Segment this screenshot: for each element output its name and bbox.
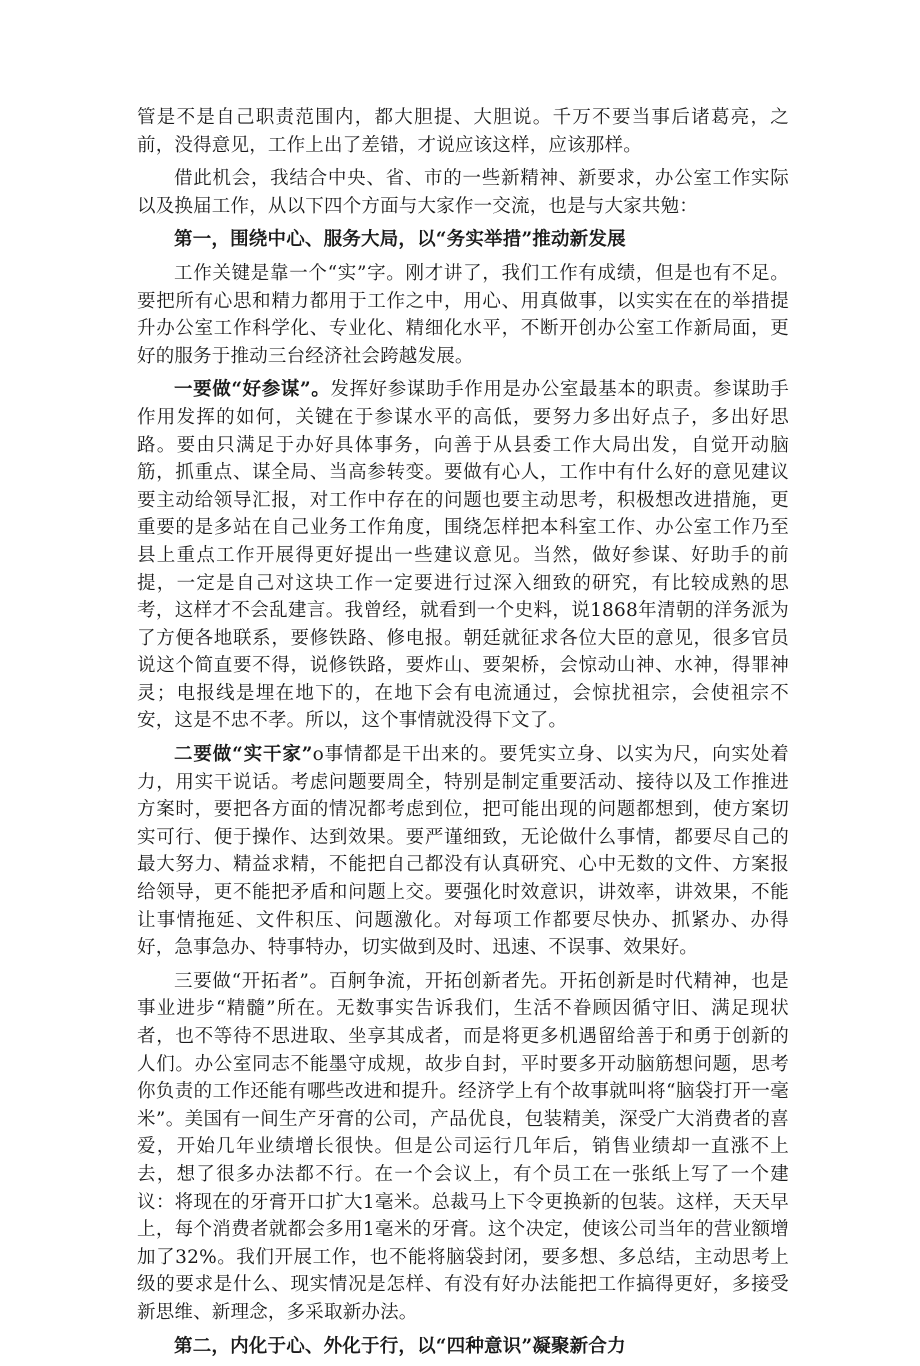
paragraph-continuation: 管是不是自己职责范围内，都大胆提、大胆说。千万不要当事后诸葛亮，之前，没得意见，工作上出了差错，才说应该这样，应该那样。 [137, 107, 789, 156]
paragraph-lead: 二要做“实干家” [174, 744, 313, 766]
paragraph-practical: 工作关键是靠一个“实”字。刚才讲了，我们工作有成绩，但是也有不足。要把所有心思和精力都用于工作之中，用心、用真做事，以实实在在的举措提升办公室工作科学化、专业化、精细化水平，不断开创办公室工作新局面，更好的服务于推动三台经济社会跨越发展。 [137, 262, 789, 367]
paragraph-doer [137, 741, 789, 962]
paragraph-good-advisor [137, 376, 789, 735]
paragraph-body: o事情都是干出来的。要凭实立身、以实为尺，向实处着力，用实干说话。考虑问题要周全，特别是制定重要活动、接待以及工作推进方案时，要把各方面的情况都考虑到位，把可能出现的问题都想到，使方案切实可行、便于操作、达到效果。要严谨细致，无论做什么事情，都要尽自己的最大努力、精益求精，不能把自己都没有认真研究、心中无数的文件、方案报给领导，更不能把矛盾和问题上交。要强化时效意识，讲效率，讲效果，不能让事情拖延、文件积压、问题激化。对每项工作都要尽快办、抓紧办、办得好，急事急办、特事特办，切实做到及时、迅速、不误事、效果好。 [137, 744, 789, 959]
paragraph-pioneer: 三要做“开拓者”。百舸争流，开拓创新者先。开拓创新是时代精神，也是事业进步“精髓”所在。无数事实告诉我们，生活不眷顾因循守旧、满足现状者，也不等待不思进取、坐享其成者，而是将更多机遇留给善于和勇于创新的人们。办公室同志不能墨守成规，故步自封，平时要多开动脑筋想问题，思考你负责的工作还能有哪些改进和提升。经济学上有个故事就叫将“脑袋打开一毫米”。美国有一间生产牙膏的公司，产品优良，包装精美，深受广大消费者的喜爱，开始几年业绩增长很快。但是公司运行几年后，销售业绩却一直涨不上去，想了很多办法都不行。在一个会议上，有个员工在一张纸上写了一个建议：将现在的牙膏开口扩大1毫米。总裁马上下令更换新的包装。这样，天天早上，每个消费者就都会多用1毫米的牙膏。这个决定，使该公司当年的营业额增加了32%。我们开展工作，也不能将脑袋封闭，要多想、多总结，主动思考上级的要求是什么、现实情况是怎样、有没有好办法能把工作搞得更好，多接受新思维、新理念，多采取新办法。 [137, 970, 789, 1323]
paragraph-intro: 借此机会，我结合中央、省、市的一些新精神、新要求，办公室工作实际以及换届工作，从以下四个方面与大家作一交流，也是与大家共勉： [137, 168, 789, 217]
section-heading-2: 第二，内化于心、外化于行，以“四种意识”凝聚新合力 [174, 1335, 626, 1357]
document-page [137, 104, 789, 1366]
paragraph-lead: 一要做“好参谋”。 [174, 379, 331, 401]
section-heading-1: 第一，围绕中心、服务大局，以“务实举措”推动新发展 [174, 229, 626, 251]
paragraph-body: 发挥好参谋助手作用是办公室最基本的职责。参谋助手作用发挥的如何，关键在于参谋水平的高低，要努力多出好点子，多出好思路。要由只满足于办好具体事务，向善于从县委工作大局出发，自觉开动脑筋，抓重点、谋全局、当高参转变。要做有心人，工作中有什么好的意见建议要主动给领导汇报，对工作中存在的问题也要主动思考，积极想改进措施，更重要的是多站在自己业务工作角度，围绕怎样把本科室工作、办公室工作乃至县上重点工作开展得更好提出一些建议意见。当然，做好参谋、好助手的前提，一定是自己对这块工作一定要进行过深入细致的研究，有比较成熟的思考，这样才不会乱建言。我曾经，就看到一个史料，说1868年清朝的洋务派为了方便各地联系，要修铁路、修电报。朝廷就征求各位大臣的意见，很多官员说这个简直要不得，说修铁路，要炸山、要架桥，会惊动山神、水神，得罪神灵；电报线是埋在地下的，在地下会有电流通过，会惊扰祖宗，会使祖宗不安，这是不忠不孝。所以，这个事情就没得下文了。 [137, 379, 789, 732]
